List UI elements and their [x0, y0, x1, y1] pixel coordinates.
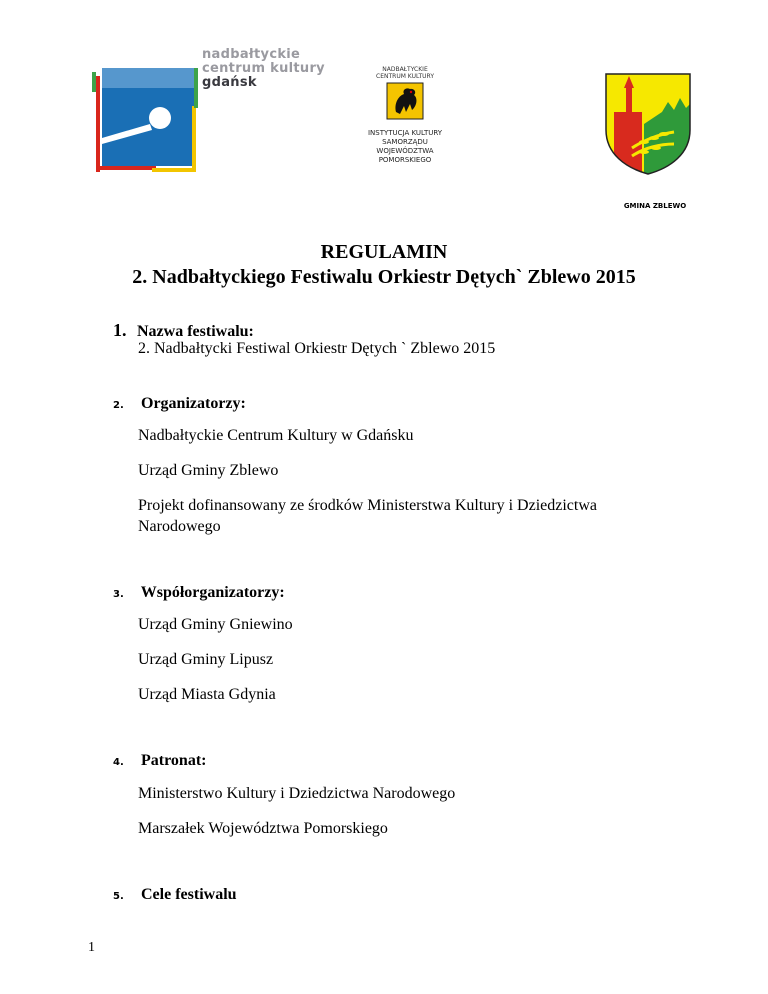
institution-bottom-text: [340, 129, 470, 165]
section-2-number: 2.: [113, 400, 124, 411]
section-4-title: Patronat:: [141, 752, 207, 769]
section-3-title: Współorganizatorzy:: [140, 584, 285, 601]
section-5-number: 5.: [113, 891, 124, 902]
page-number: 1: [88, 940, 95, 955]
section-2-heading: [113, 395, 246, 413]
title-line2: 2. Nadbałtyckiego Festiwalu Orkiestr Dętych` Zblewo 2015: [132, 266, 636, 288]
section-4-item-1: Ministerstwo Kultury i Dziedzictwa Narodowego: [138, 785, 456, 802]
institution-bottom-line2: SAMORZĄDU: [382, 138, 428, 146]
document-title: [0, 240, 768, 290]
section-2-item-2: Urząd Gminy Zblewo: [138, 462, 279, 479]
institution-logo: [340, 66, 470, 176]
section-2-title: Organizatorzy:: [141, 395, 246, 412]
nck-line2: centrum kultury: [202, 61, 325, 76]
section-3-number: 3.: [113, 589, 124, 600]
gmina-caption: GMINA ZBLEWO: [623, 202, 687, 210]
institution-top-line1: NADBAŁTYCKIE: [382, 66, 428, 73]
section-3-item-1: Urząd Gminy Gniewino: [138, 616, 293, 633]
section-2-item-1: Nadbałtyckie Centrum Kultury w Gdańsku: [138, 427, 414, 444]
institution-bottom-line4: POMORSKIEGO: [378, 156, 432, 164]
section-4-item-2: Marszałek Województwa Pomorskiego: [138, 820, 388, 837]
section-3-item-2: Urząd Gminy Lipusz: [138, 651, 274, 668]
nck-line1: nadbałtyckie: [202, 47, 301, 62]
section-5-heading: [113, 886, 237, 904]
section-1-number: 1.: [113, 320, 127, 340]
gmina-coat-of-arms: [604, 72, 692, 176]
institution-bottom-line3: WOJEWÓDZTWA: [376, 147, 434, 155]
nck-logo: [92, 46, 325, 176]
title-line1: REGULAMIN: [320, 241, 448, 263]
section-2-item-4: Narodowego: [138, 518, 221, 535]
institution-top-line2: CENTRUM KULTURY: [376, 73, 434, 80]
nck-emblem-icon: [92, 46, 202, 176]
section-1-item-1: 2. Nadbałtycki Festiwal Orkiestr Dętych ` Zblewo 2015: [138, 340, 496, 357]
section-2-item-3: Projekt dofinansowany ze środków Ministerstwa Kultury i Dziedzictwa: [138, 497, 598, 514]
section-5-title: Cele festiwalu: [141, 886, 237, 903]
nck-line3: gdańsk: [202, 75, 257, 90]
nck-logo-text: [202, 48, 325, 90]
section-1-title: Nazwa festiwalu:: [137, 323, 254, 340]
griffin-shield-icon: [386, 82, 424, 120]
section-3-heading: [113, 584, 285, 602]
institution-top-text: [340, 66, 470, 80]
section-3-item-3: Urząd Miasta Gdynia: [138, 686, 276, 703]
coat-of-arms-icon: [604, 72, 692, 176]
section-4-heading: [113, 752, 206, 770]
section-4-number: 4.: [113, 757, 124, 768]
institution-bottom-line1: INSTYTUCJA KULTURY: [367, 129, 443, 137]
